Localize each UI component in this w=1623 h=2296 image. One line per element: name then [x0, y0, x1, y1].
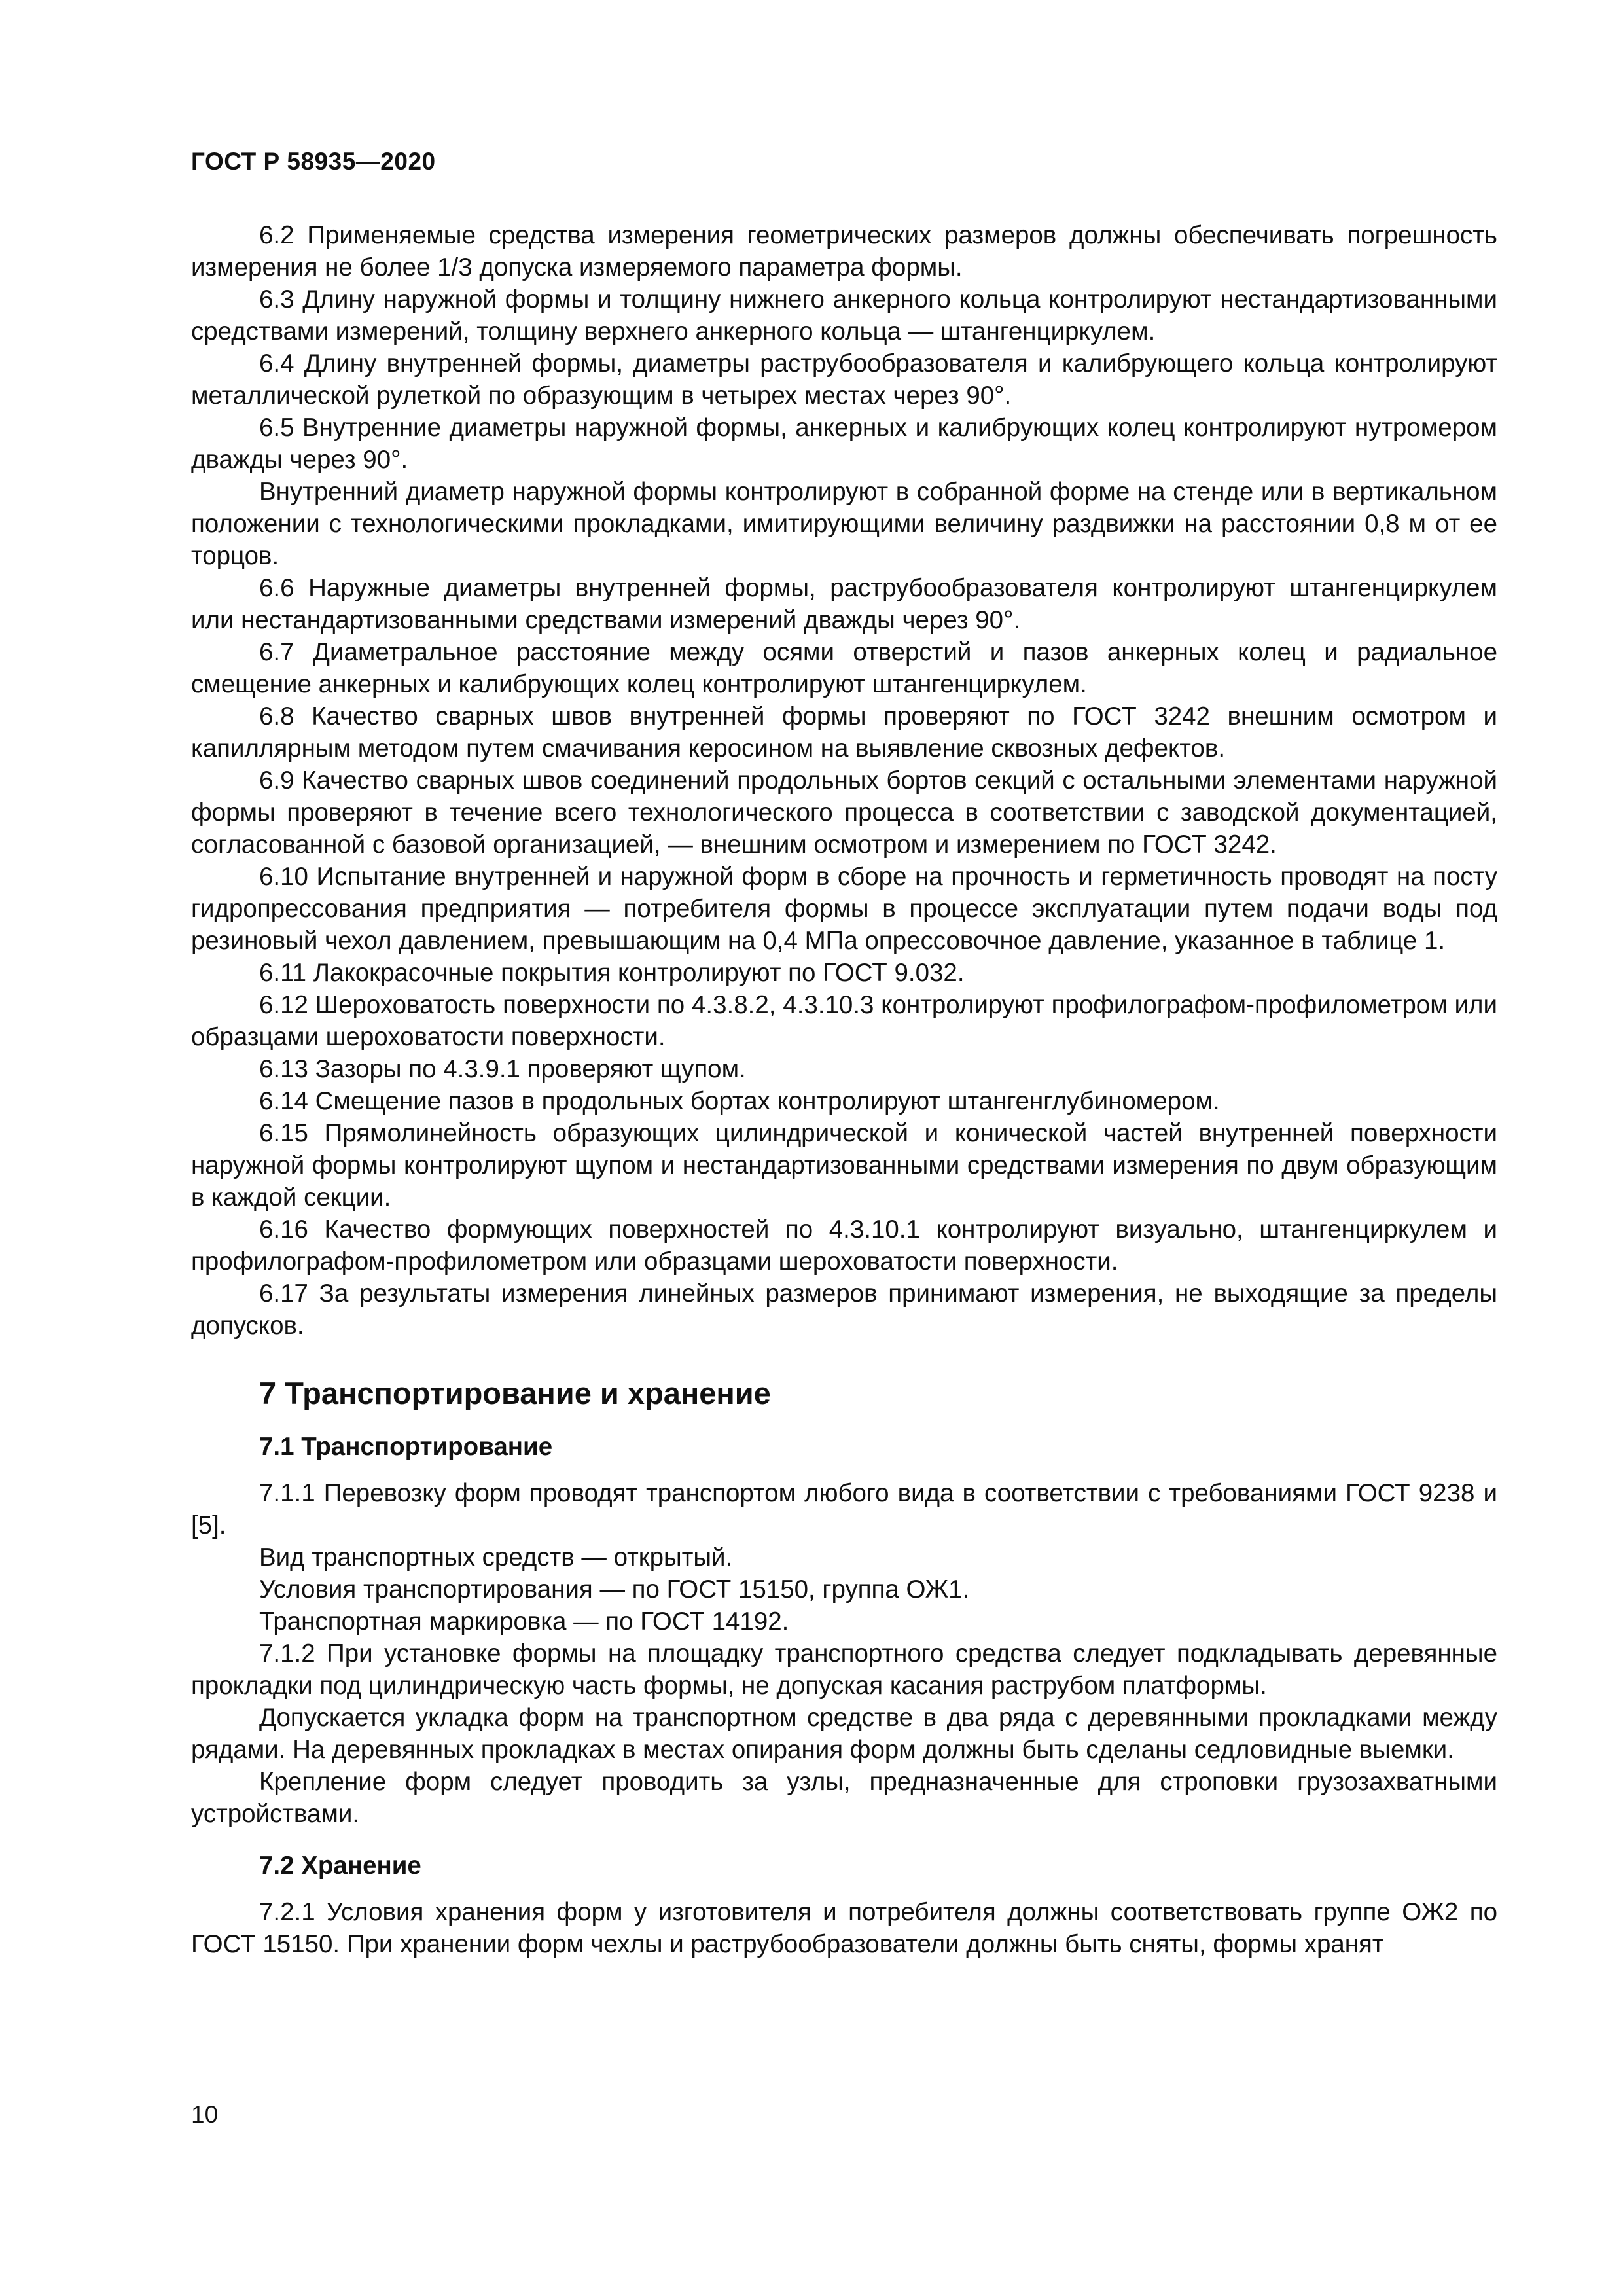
paragraph-6-2: 6.2 Применяемые средства измерения геометрических размеров должны обеспечивать погрешность измерения не более 1/3 допуска измеряемого параметра формы. — [191, 221, 1497, 281]
paragraph-6-4: 6.4 Длину внутренней формы, диаметры раструбообразователя и калибрующего кольца контролируют металлической рулеткой по образующим в четырех местах через 90°. — [191, 350, 1497, 410]
page-number: 10 — [191, 2101, 219, 2128]
paragraph-transport-marking: Транспортная маркировка — по ГОСТ 14192. — [259, 1607, 789, 1636]
subsection-7-2-heading: 7.2 Хранение — [259, 1852, 421, 1880]
paragraph-6-7: 6.7 Диаметральное расстояние между осями отверстий и пазов анкерных колец и радиальное смещение анкерных и калибрующих колец контролируют штангенциркулем. — [191, 638, 1497, 698]
paragraph-6-3: 6.3 Длину наружной формы и толщину нижнего анкерного кольца контролируют нестандартизованными средствами измерений, толщину верхнего анкерного кольца — штангенциркулем. — [191, 285, 1497, 346]
subsection-7-1-heading: 7.1 Транспортирование — [259, 1433, 553, 1461]
paragraph-6-13: 6.13 Зазоры по 4.3.9.1 проверяют щупом. — [259, 1055, 746, 1083]
paragraph-6-5: 6.5 Внутренние диаметры наружной формы, анкерных и калибрующих колец контролируют нутромером дважды через 90°. — [191, 414, 1497, 474]
paragraph-stacking: Допускается укладка форм на транспортном средстве в два ряда с деревянными прокладками между рядами. На деревянных прокладках в местах опирания форм должны быть сделаны седловидные выемки. — [191, 1704, 1497, 1764]
paragraph-6-11: 6.11 Лакокрасочные покрытия контролируют по ГОСТ 9.032. — [259, 959, 965, 987]
paragraph-6-5-continued: Внутренний диаметр наружной формы контролируют в собранной форме на стенде или в вертикальном положении с технологическими прокладками, имитирующими величину раздвижки на расстоянии 0,8 м от ее торцов. — [191, 478, 1497, 570]
paragraph-6-9: 6.9 Качество сварных швов соединений продольных бортов секций с остальными элементами наружной формы проверяют в течение всего технологического процесса в соответствии с заводской документацией, согласованной с базовой организацией, — внешним осмотром и измерением по ГОСТ 3242. — [191, 766, 1497, 859]
document-body — [191, 219, 1497, 1960]
section-7-heading: 7 Транспортирование и хранение — [259, 1376, 771, 1410]
paragraph-7-2-1: 7.2.1 Условия хранения форм у изготовителя и потребителя должны соответствовать группе ОЖ2 по ГОСТ 15150. При хранении форм чехлы и раструбообразователи должны быть сняты, формы хранят — [191, 1898, 1497, 1958]
paragraph-6-17: 6.17 За результаты измерения линейных размеров принимают измерения, не выходящие за пределы допусков. — [191, 1280, 1497, 1340]
paragraph-6-6: 6.6 Наружные диаметры внутренней формы, раструбообразователя контролируют штангенциркулем или нестандартизованными средствами измерений дважды через 90°. — [191, 574, 1497, 634]
paragraph-7-1-2: 7.1.2 При установке формы на площадку транспортного средства следует подкладывать деревянные прокладки под цилиндрическую часть формы, не допуская касания раструбом платформы. — [191, 1640, 1497, 1700]
paragraph-transport-conditions: Условия транспортирования — по ГОСТ 15150, группа ОЖ1. — [259, 1575, 970, 1604]
paragraph-transport-type: Вид транспортных средств — открытый. — [259, 1543, 733, 1571]
paragraph-fastening: Крепление форм следует проводить за узлы, предназначенные для строповки грузозахватными устройствами. — [191, 1768, 1497, 1828]
paragraph-6-8: 6.8 Качество сварных швов внутренней формы проверяют по ГОСТ 3242 внешним осмотром и капиллярным методом путем смачивания керосином на выявление сквозных дефектов. — [191, 702, 1497, 762]
document-header: ГОСТ Р 58935—2020 — [191, 148, 436, 175]
paragraph-6-14: 6.14 Смещение пазов в продольных бортах контролируют штангенглубиномером. — [259, 1087, 1220, 1115]
paragraph-6-12: 6.12 Шероховатость поверхности по 4.3.8.2, 4.3.10.3 контролируют профилографом-профилометром или образцами шероховатости поверхности. — [191, 991, 1497, 1051]
paragraph-6-16: 6.16 Качество формующих поверхностей по 4.3.10.1 контролируют визуально, штангенциркулем и профилографом-профилометром или образцами шероховатости поверхности. — [191, 1215, 1497, 1276]
paragraph-6-15: 6.15 Прямолинейность образующих цилиндрической и конической частей внутренней поверхности наружной формы контролируют щупом и нестандартизованными средствами измерения по двум образующим в каждой секции. — [191, 1119, 1497, 1211]
paragraph-7-1-1: 7.1.1 Перевозку форм проводят транспортом любого вида в соответствии с требованиями ГОСТ 9238 и [5]. — [191, 1479, 1497, 1539]
paragraph-6-10: 6.10 Испытание внутренней и наружной форм в сборе на прочность и герметичность проводят на посту гидропрессования предприятия — потребителя формы в процессе эксплуатации путем подачи воды под резиновый чехол давлением, превышающим на 0,4 МПа опрессовочное давление, указанное в таблице 1. — [191, 863, 1497, 955]
